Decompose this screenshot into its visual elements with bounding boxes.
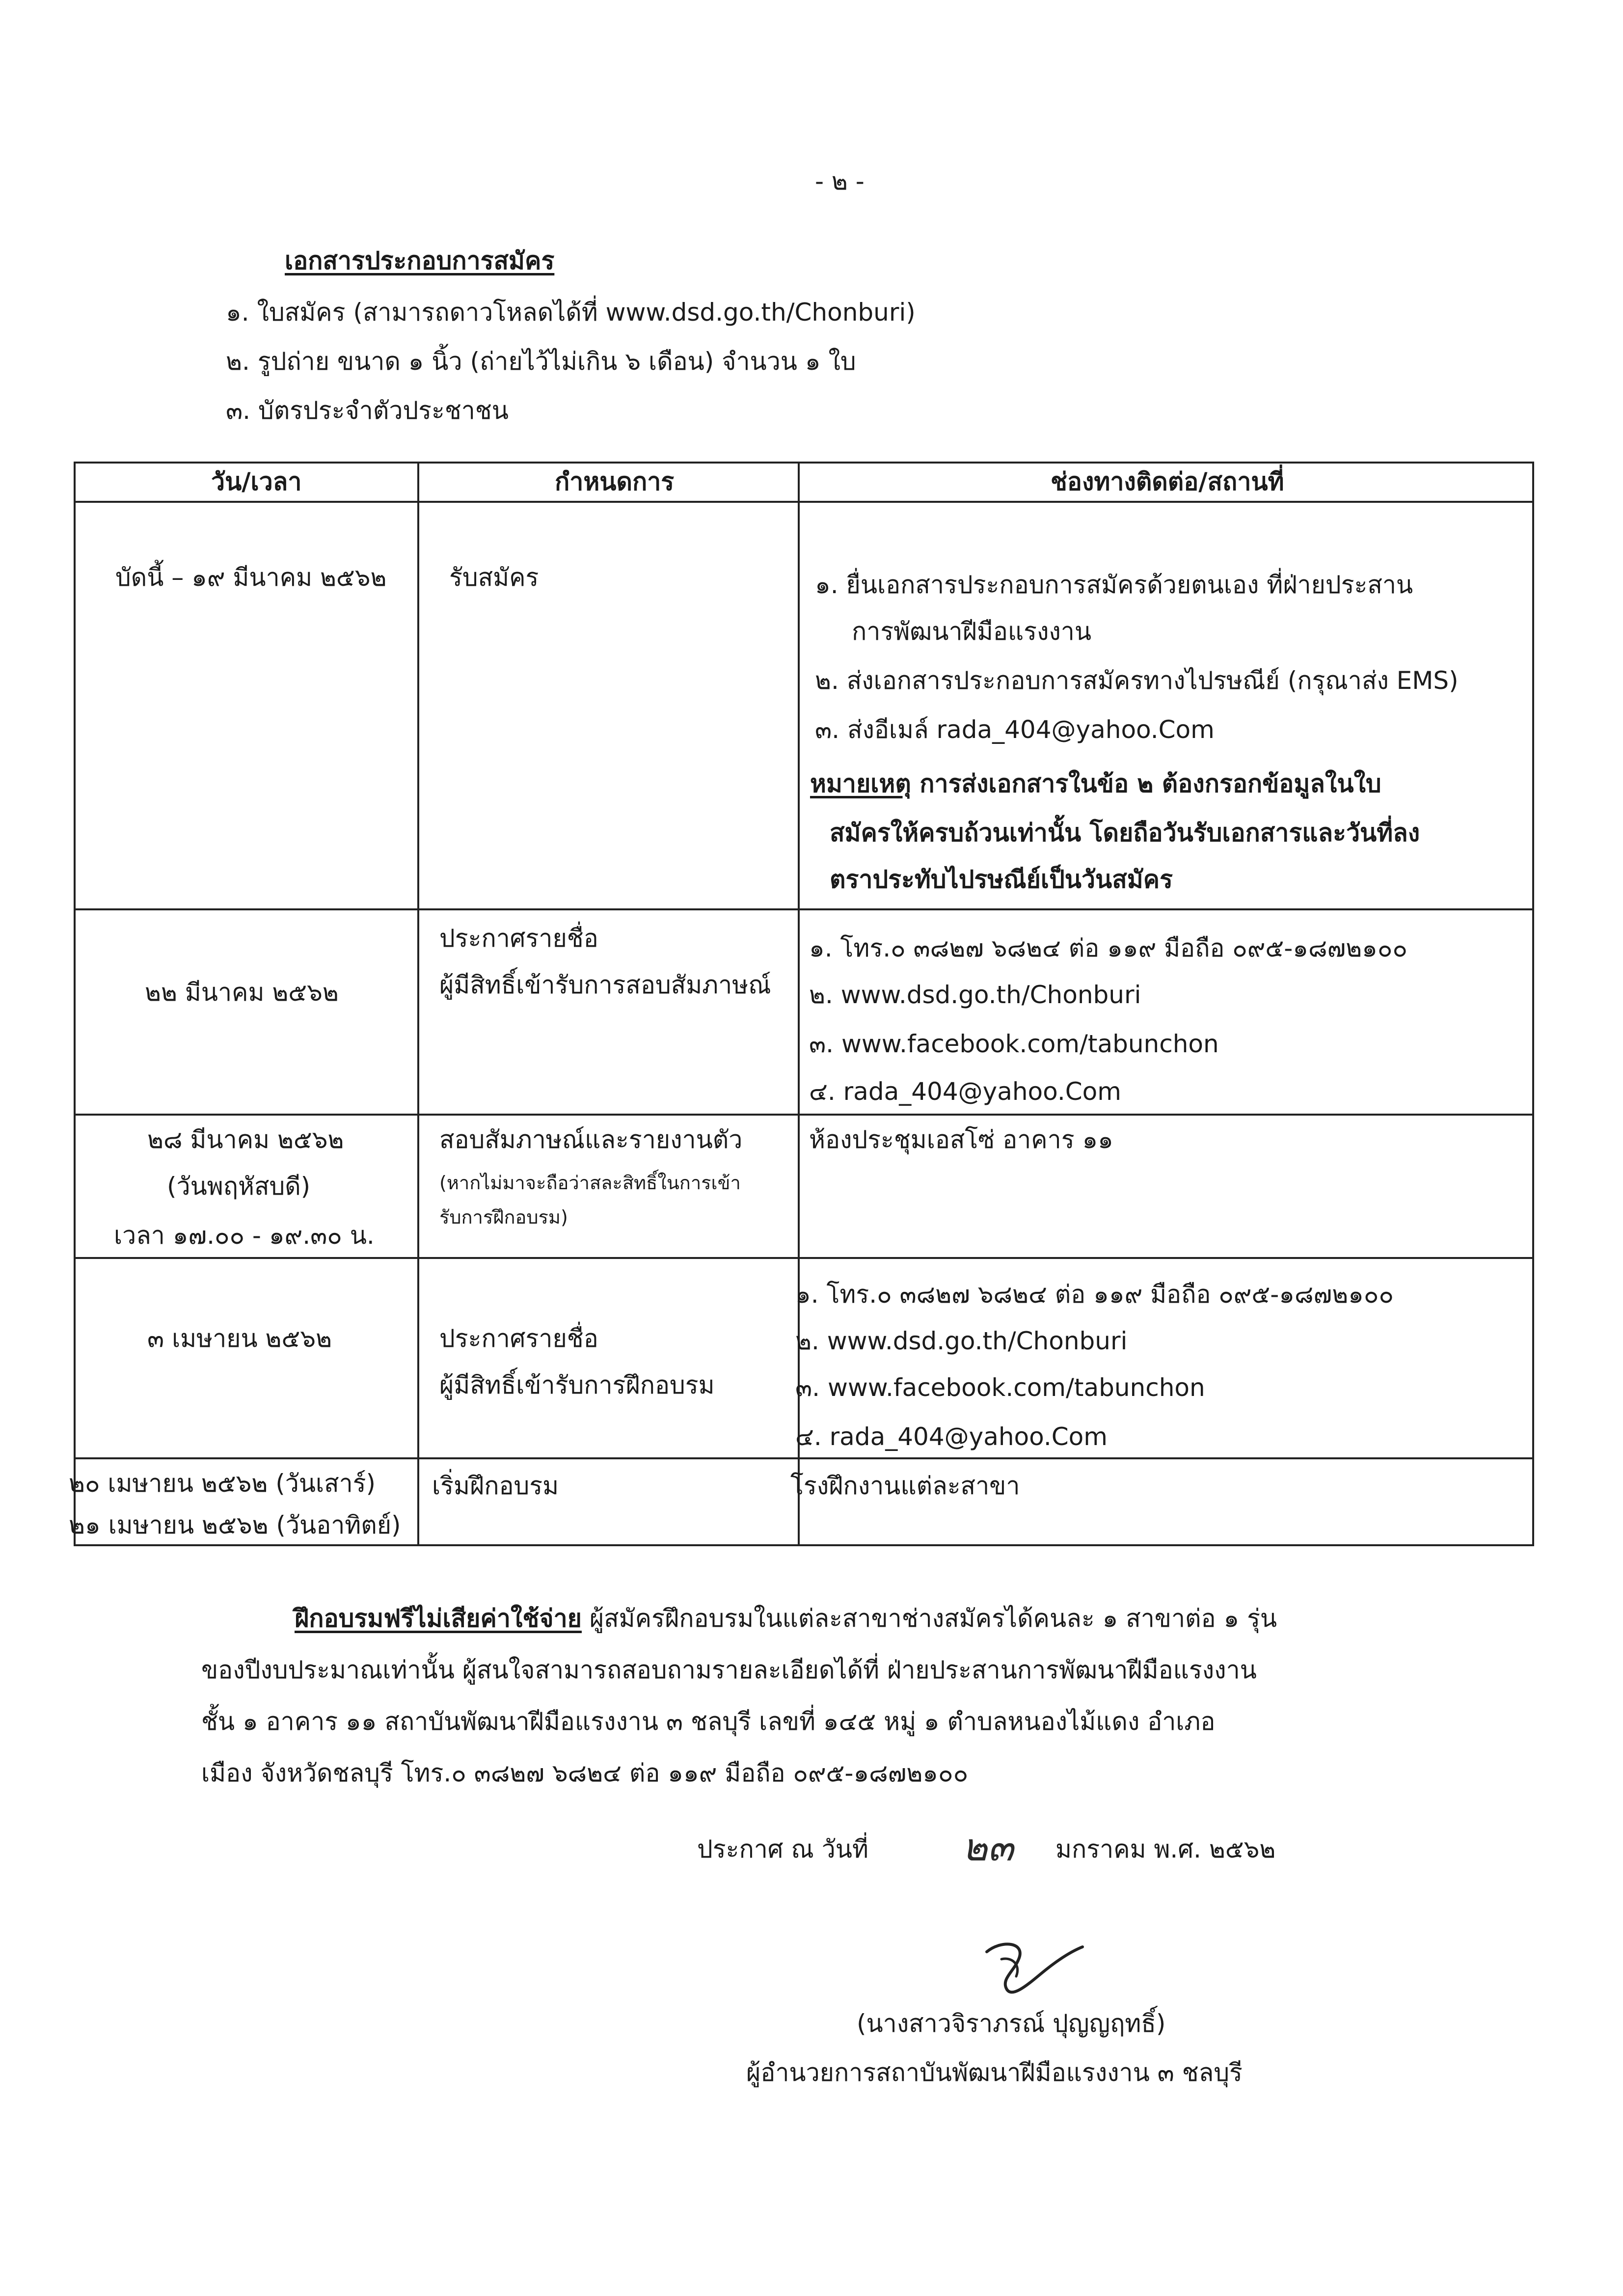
row-contact-line: โรงฝึกงานแต่ละสาขา bbox=[790, 1472, 1020, 1500]
free-training-first-line bbox=[295, 1603, 1277, 1634]
signatory-name: (นางสาวจิราภรณ์ ปุญญฤทธิ์) bbox=[857, 2009, 1166, 2038]
document-item: ๓. บัตรประจำตัวประชาชน bbox=[226, 396, 509, 425]
row-contact-line: ห้องประชุมเอสโซ่ อาคาร ๑๑ bbox=[809, 1125, 1113, 1154]
note-label: หมายเหตุ bbox=[810, 769, 911, 798]
row-event: รับสมัคร bbox=[449, 563, 539, 592]
row-event: สอบสัมภาษณ์และรายงานตัว bbox=[439, 1125, 743, 1154]
row-note-line: สมัครให้ครบถ้วนเท่านั้น โดยถือวันรับเอกสารและวันที่ลง bbox=[830, 819, 1420, 847]
free-training-line: ของปีงบประมาณเท่านั้น ผู้สนใจสามารถสอบถามรายละเอียดได้ที่ ฝ่ายประสานการพัฒนาฝีมือแรงงาน bbox=[201, 1656, 1257, 1684]
announcement-day: ๒๓ bbox=[962, 1826, 1014, 1870]
note-text: การส่งเอกสารในข้อ ๒ ต้องกรอกข้อมูลในใบ bbox=[911, 769, 1381, 798]
table-header-contact: ช่องทางติดต่อ/สถานที่ bbox=[1051, 467, 1284, 496]
row-event: เริ่มฝึกอบรม bbox=[432, 1472, 559, 1500]
row-date: ๒๑ เมษายน ๒๕๖๒ (วันอาทิตย์) bbox=[69, 1511, 401, 1539]
row-event-note: (หากไม่มาจะถือว่าสละสิทธิ์ในการเข้า bbox=[439, 1172, 741, 1194]
row-contact-line: ๔. rada_404@yahoo.Com bbox=[795, 1422, 1108, 1451]
table-header-date: วัน/เวลา bbox=[211, 467, 302, 496]
row-contact-line: ๒. www.dsd.go.th/Chonburi bbox=[809, 981, 1141, 1009]
row-date: (วันพฤหัสบดี) bbox=[167, 1172, 311, 1201]
table-header-event: กำหนดการ bbox=[555, 467, 675, 496]
signatory-position: ผู้อำนวยการสถาบันพัฒนาฝีมือแรงงาน ๓ ชลบุรี bbox=[746, 2058, 1243, 2087]
row-event: ผู้มีสิทธิ์เข้ารับการฝึกอบรม bbox=[439, 1371, 715, 1399]
row-date: บัดนี้ – ๑๙ มีนาคม ๒๕๖๒ bbox=[115, 563, 387, 592]
row-contact-line: ๒. ส่งเอกสารประกอบการสมัครทางไปรษณีย์ (กรุณาส่ง EMS) bbox=[815, 666, 1459, 695]
free-training-label: ฝึกอบรมฟรีไม่เสียค่าใช้จ่าย bbox=[295, 1604, 582, 1633]
row-date: เวลา ๑๗.๐๐ - ๑๙.๓๐ น. bbox=[114, 1221, 375, 1250]
row-contact-line: ๑. ยื่นเอกสารประกอบการสมัครด้วยตนเอง ที่ฝ่ายประสาน bbox=[815, 571, 1413, 599]
row-date: ๒๘ มีนาคม ๒๕๖๒ bbox=[147, 1125, 344, 1154]
row-contact-line: ๓. ส่งอีเมล์ rada_404@yahoo.Com bbox=[815, 715, 1215, 744]
row-contact-line: ๑. โทร.๐ ๓๘๒๗ ๖๘๒๔ ต่อ ๑๑๙ มือถือ ๐๙๕-๑๘๗๒๑๐๐ bbox=[795, 1280, 1394, 1309]
documents-heading: เอกสารประกอบการสมัคร bbox=[285, 246, 555, 275]
row-event-note: รับการฝึกอบรม) bbox=[439, 1206, 568, 1228]
row-date: ๒๐ เมษายน ๒๕๖๒ (วันเสาร์) bbox=[69, 1469, 376, 1498]
row-contact-line: ๓. www.facebook.com/tabunchon bbox=[809, 1030, 1219, 1058]
row-event: ผู้มีสิทธิ์เข้ารับการสอบสัมภาษณ์ bbox=[439, 971, 771, 999]
document-item: ๒. รูปถ่าย ขนาด ๑ นิ้ว (ถ่ายไว้ไม่เกิน ๖ เดือน) จำนวน ๑ ใบ bbox=[226, 347, 856, 376]
page-number: - ๒ - bbox=[815, 167, 865, 195]
announcement-suffix: มกราคม พ.ศ. ๒๕๖๒ bbox=[1055, 1835, 1276, 1863]
row-contact-line: การพัฒนาฝีมือแรงงาน bbox=[852, 617, 1092, 646]
announcement-prefix: ประกาศ ณ วันที่ bbox=[697, 1835, 868, 1863]
row-date: ๒๒ มีนาคม ๒๕๖๒ bbox=[145, 978, 339, 1007]
row-event: ประกาศรายชื่อ bbox=[439, 1324, 598, 1353]
free-training-line: เมือง จังหวัดชลบุรี โทร.๐ ๓๘๒๗ ๖๘๒๔ ต่อ ๑๑๙ มือถือ ๐๙๕-๑๘๗๒๑๐๐ bbox=[201, 1759, 969, 1787]
row-contact-line: ๒. www.dsd.go.th/Chonburi bbox=[795, 1327, 1128, 1355]
free-training-line: ชั้น ๑ อาคาร ๑๑ สถาบันพัฒนาฝีมือแรงงาน ๓ ชลบุรี เลขที่ ๑๔๕ หมู่ ๑ ตำบลหนองไม้แดง อำเภอ bbox=[201, 1707, 1216, 1736]
row-contact-line: ๑. โทร.๐ ๓๘๒๗ ๖๘๒๔ ต่อ ๑๑๙ มือถือ ๐๙๕-๑๘๗๒๑๐๐ bbox=[809, 934, 1407, 962]
row-contact-line: ๓. www.facebook.com/tabunchon bbox=[795, 1373, 1205, 1402]
row-contact-line: ๔. rada_404@yahoo.Com bbox=[809, 1077, 1121, 1106]
free-training-text: ผู้สมัครฝึกอบรมในแต่ละสาขาช่างสมัครได้คนละ ๑ สาขาต่อ ๑ รุ่น bbox=[581, 1604, 1277, 1633]
row-date: ๓ เมษายน ๒๕๖๒ bbox=[147, 1324, 332, 1353]
row-note-line: ตราประทับไปรษณีย์เป็นวันสมัคร bbox=[830, 865, 1173, 894]
signature-mark bbox=[972, 1930, 1095, 2003]
row-note bbox=[810, 768, 1381, 799]
row-event: ประกาศรายชื่อ bbox=[439, 924, 598, 953]
document-item: ๑. ใบสมัคร (สามารถดาวโหลดได้ที่ www.dsd.go.th/Chonburi) bbox=[226, 298, 916, 327]
